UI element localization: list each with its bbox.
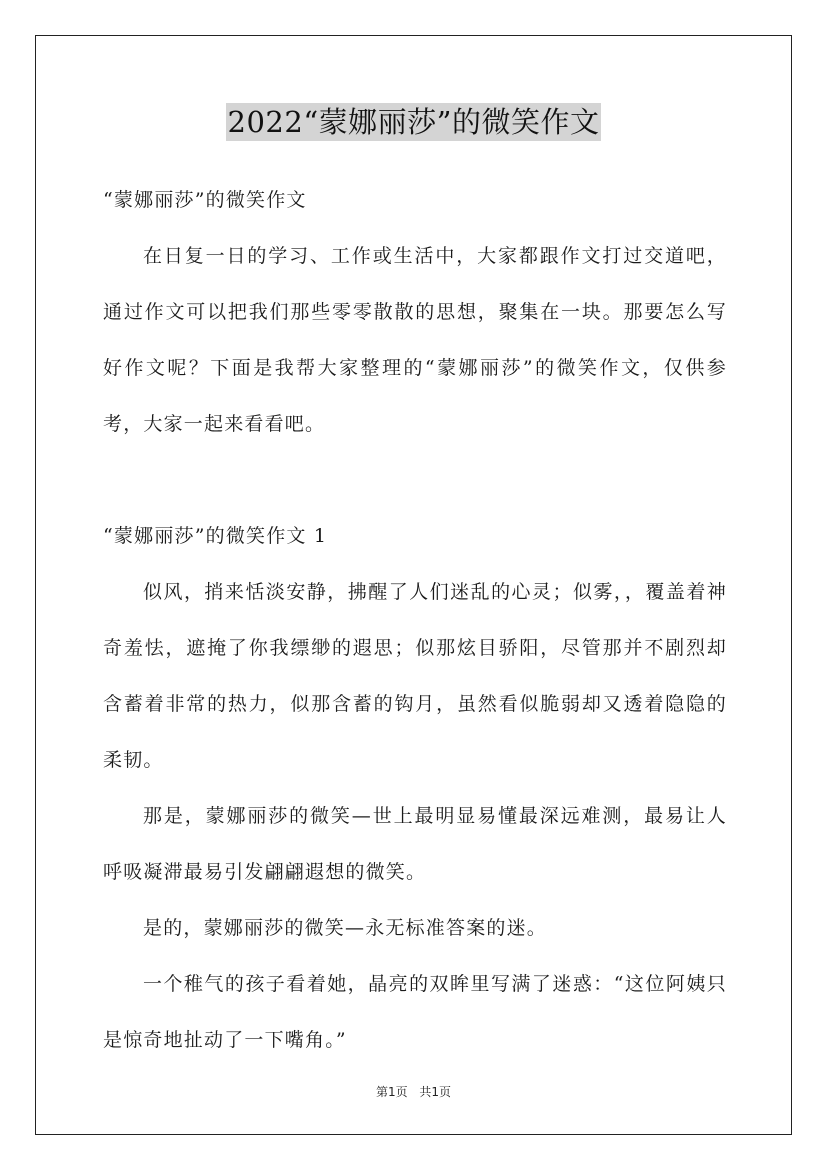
title-container [0,103,827,141]
intro-paragraph: 在日复一日的学习、工作或生活中，大家都跟作文打过交道吧，通过作文可以把我们那些零零散散的思想，聚集在一块。那要怎么写好作文呢？下面是我帮大家整理的“蒙娜丽莎”的微笑作文，仅供参考，大家一起来看看吧。 [103,245,727,435]
subtitle: “蒙娜丽莎”的微笑作文 [103,189,307,211]
body-paragraph-3: 是的，蒙娜丽莎的微笑—永无标准答案的迷。 [143,917,548,939]
document-body [103,172,727,1068]
page-number: 第1页 [375,1085,408,1099]
body-paragraph-4: 一个稚气的孩子看着她，晶亮的双眸里写满了迷惑：“这位阿姨只是惊奇地扯动了一下嘴角。” [103,973,727,1051]
page-footer [0,1083,827,1100]
document-title: 2022“蒙娜丽莎”的微笑作文 [227,105,600,139]
body-paragraph-1: 似风，捎来恬淡安静，拂醒了人们迷乱的心灵；似雾，，覆盖着神奇羞怯，遮掩了你我缥缈的遐思；似那炫目骄阳，尽管那并不剧烈却含蓄着非常的热力，似那含蓄的钩月，虽然看似脆弱却又透着隐隐的柔韧。 [103,581,727,771]
section-gap [103,452,727,508]
page-total: 共1页 [419,1085,452,1099]
section-heading: “蒙娜丽莎”的微笑作文 1 [103,525,328,547]
body-paragraph-2: 那是，蒙娜丽莎的微笑—世上最明显易懂最深远难测，最易让人呼吸凝滞最易引发翩翩遐想的微笑。 [103,805,727,883]
